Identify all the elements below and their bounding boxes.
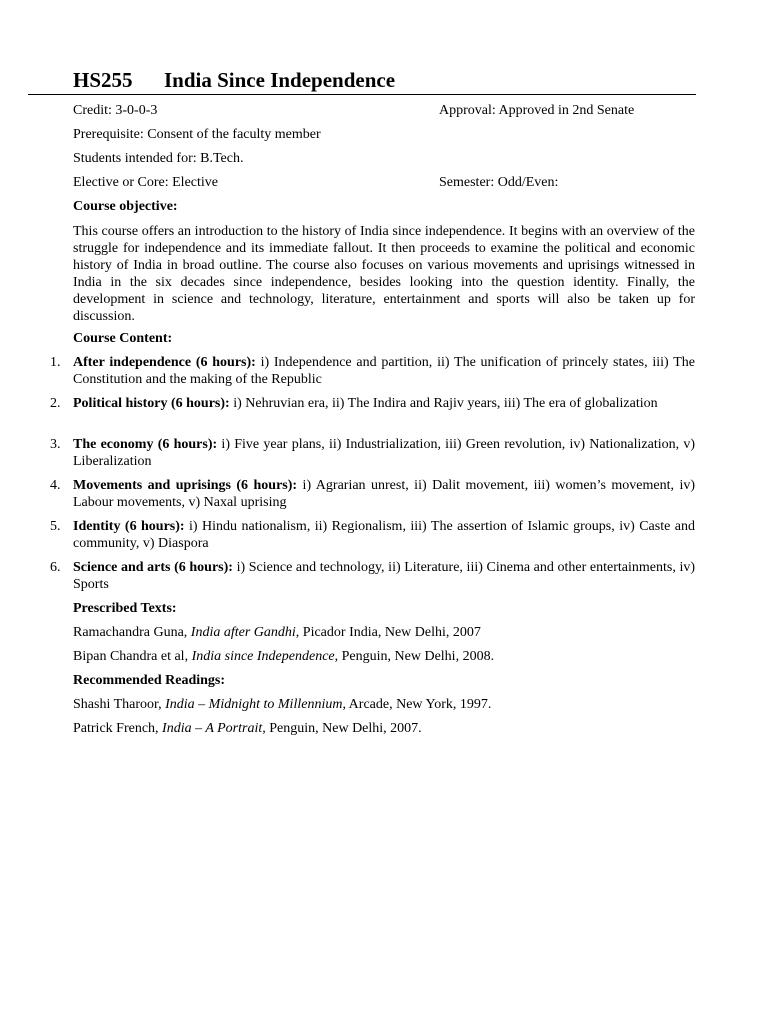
ref-publisher: , Penguin, New Delhi, 2008. bbox=[334, 649, 495, 664]
item-body: i) Independence and partition, ii) The unification of princely states, iii) The Constitution and the making of the Republic bbox=[73, 355, 696, 387]
semester-line: Semester: Odd/Even: bbox=[439, 175, 559, 190]
ref-book: India after Gandhi bbox=[190, 625, 296, 640]
content-heading: Course Content: bbox=[73, 331, 173, 346]
course-name: India Since Independence bbox=[164, 68, 396, 92]
item-text bbox=[73, 518, 695, 552]
item-title: Movements and uprisings (6 hours): bbox=[73, 478, 298, 493]
recommended-ref bbox=[73, 720, 422, 737]
item-number: 6. bbox=[50, 560, 61, 575]
students-line: Students intended for: B.Tech. bbox=[73, 151, 244, 166]
course-title bbox=[73, 68, 395, 93]
title-rule bbox=[28, 94, 696, 95]
item-number: 5. bbox=[50, 519, 61, 534]
item-number: 2. bbox=[50, 396, 61, 411]
item-text bbox=[73, 354, 695, 388]
prerequisite-line: Prerequisite: Consent of the faculty member bbox=[73, 127, 321, 142]
item-number: 1. bbox=[50, 355, 61, 370]
prescribed-ref bbox=[73, 624, 481, 641]
course-code: HS255 bbox=[73, 68, 133, 92]
item-body: i) Nehruvian era, ii) The Indira and Rajiv years, iii) The era of globalization bbox=[229, 396, 658, 411]
ref-book: India – A Portrait, bbox=[162, 721, 266, 736]
item-text bbox=[73, 477, 695, 511]
item-text bbox=[73, 395, 695, 412]
ref-author: Patrick French, bbox=[73, 721, 163, 736]
item-title: The economy (6 hours): bbox=[73, 437, 218, 452]
item-text bbox=[73, 559, 695, 593]
item-title: Science and arts (6 hours): bbox=[73, 560, 233, 575]
item-number: 4. bbox=[50, 478, 61, 493]
ref-author: Shashi Tharoor, bbox=[73, 697, 166, 712]
ref-author: Ramachandra Guna, bbox=[73, 625, 191, 640]
elective-line: Elective or Core: Elective bbox=[73, 175, 218, 190]
objective-heading: Course objective: bbox=[73, 199, 178, 214]
prescribed-ref bbox=[73, 648, 494, 665]
ref-book: India – Midnight to Millennium bbox=[165, 697, 343, 712]
item-text bbox=[73, 436, 695, 470]
objective-text: This course offers an introduction to the history of India since independence. It begins with an overview of the struggle for independence and its immediate fallout. It then proceeds to examine the political and economic history of India in broad outline. The course also focuses on various movements and uprisings witnessed in India in the six decades since independence, besides looking into the question identity. Finally, the development in science and technology, literature, entertainment and sports will also be taken up for discussion. bbox=[73, 224, 695, 324]
ref-book: India since Independence bbox=[191, 649, 335, 664]
item-body: i) Agrarian unrest, ii) Dalit movement, iii) women’s movement, iv) Labour movements, v) Naxal uprising bbox=[73, 478, 695, 510]
ref-author: Bipan Chandra et al, bbox=[73, 649, 192, 664]
item-title: After independence (6 hours): bbox=[73, 355, 256, 370]
ref-publisher: , Picador India, New Delhi, 2007 bbox=[295, 625, 481, 640]
recommended-ref bbox=[73, 696, 491, 713]
item-body: i) Science and technology, ii) Literature, iii) Cinema and other entertainments, iv) Sports bbox=[73, 560, 696, 592]
item-number: 3. bbox=[50, 437, 61, 452]
credit-line: Credit: 3-0-0-3 bbox=[73, 103, 158, 118]
item-title: Identity (6 hours): bbox=[73, 519, 185, 534]
prescribed-heading: Prescribed Texts: bbox=[73, 601, 177, 616]
item-body: i) Five year plans, ii) Industrialization, iii) Green revolution, iv) Nationalization, v) Liberalization bbox=[73, 437, 696, 469]
ref-publisher: , Arcade, New York, 1997. bbox=[342, 697, 492, 712]
item-title: Political history (6 hours): bbox=[73, 396, 230, 411]
item-body: i) Hindu nationalism, ii) Regionalism, iii) The assertion of Islamic groups, iv) Caste and community, v) Diaspora bbox=[73, 519, 695, 551]
ref-publisher: Penguin, New Delhi, 2007. bbox=[265, 721, 422, 736]
recommended-heading: Recommended Readings: bbox=[73, 673, 226, 688]
approval-line: Approval: Approved in 2nd Senate bbox=[439, 103, 635, 118]
